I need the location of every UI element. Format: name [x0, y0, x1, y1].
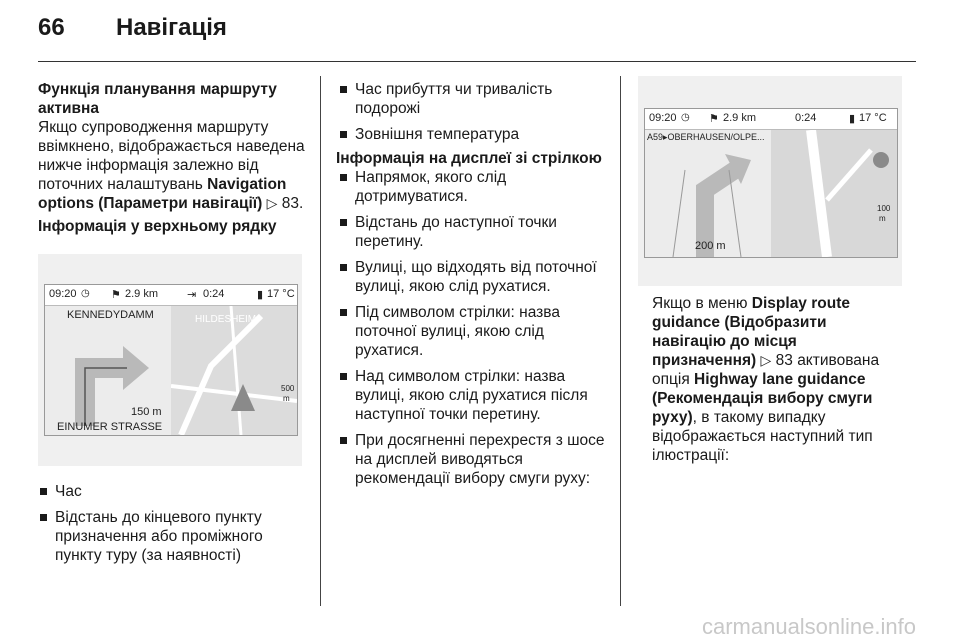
- page-header: [0, 0, 960, 62]
- turn-distance-label: 150 m: [131, 406, 162, 418]
- list-item: Зовнішня температура: [338, 125, 612, 144]
- clock-icon: ◷: [81, 288, 90, 299]
- left-bullets: [38, 482, 308, 572]
- left-screenshot-frame: [38, 254, 302, 466]
- section-heading-top-row: Інформація у верхньому рядку: [38, 218, 277, 235]
- destination-flag-icon: ⚑: [111, 289, 121, 301]
- right-navigation-screen: [644, 108, 898, 258]
- navigation-options-link[interactable]: Navigation options (Параметри навігації): [38, 176, 287, 212]
- top-info-row: [45, 285, 297, 306]
- right-screenshot-frame: [638, 76, 902, 286]
- list-item: Час прибуття чи тривалість подорожі: [338, 80, 612, 118]
- thermometer-icon: ▮: [257, 289, 264, 301]
- arrival-arrow-icon: ⇥: [187, 289, 197, 301]
- header-divider: [38, 61, 916, 62]
- intro-text: Якщо супроводження маршруту ввімкнено, відображається наведена нижче інформація залежно від поточних налаштувань: [38, 119, 305, 193]
- paragraph-text: Якщо в меню: [652, 295, 748, 312]
- scale-unit: m: [283, 394, 290, 403]
- column-divider-2: [620, 76, 621, 606]
- scale-value: 500: [281, 384, 295, 393]
- temperature-display: 17 °C: [859, 112, 887, 124]
- list-item: Відстань до наступної точки перетину.: [338, 213, 612, 251]
- list-item: Відстань до кінцевого пункту призначення або проміжного пункту туру (за наявності): [38, 508, 308, 565]
- page-number: 66: [38, 14, 65, 41]
- arrival-display: 0:24: [795, 112, 817, 124]
- display-route-guidance-link[interactable]: Display route guidance (Відобразити навігацію до місця призначення): [652, 295, 850, 369]
- city-label: HILDESHEIM: [195, 314, 257, 325]
- intro-paragraph: [38, 118, 308, 213]
- left-navigation-screen: [44, 284, 298, 436]
- page-ref-icon: ▷: [266, 195, 278, 211]
- highway-lane-guidance-link[interactable]: Highway lane guidance (Рекомендація вибору смуги руху): [652, 371, 873, 426]
- lane-guidance-paragraph: [652, 294, 902, 465]
- list-item: Над символом стрілки: назва вулиці, якою слід рухатися після наступної точки перетину.: [338, 367, 612, 424]
- section-heading-route-active: Функція планування маршруту активна: [38, 81, 277, 117]
- arrival-display: 0:24: [203, 288, 225, 300]
- temperature-display: 17 °C: [267, 288, 295, 300]
- left-column-text: [38, 80, 308, 236]
- city-map: [171, 306, 297, 435]
- current-street-label: EINUMER STRASSE: [57, 421, 163, 433]
- page-ref[interactable]: 83: [775, 352, 793, 369]
- clock-icon: ◷: [681, 112, 690, 123]
- list-item: При досягненні перехрестя з шосе на дисплей виводяться рекомендації вибору смуги руху:: [338, 431, 612, 488]
- route-label: A59▸OBERHAUSEN/OLPE...: [647, 132, 765, 142]
- column-divider-1: [320, 76, 321, 606]
- scale-unit: m: [879, 214, 886, 223]
- map-panel: [171, 306, 297, 435]
- page-title: Навігація: [116, 14, 227, 41]
- turn-distance-label: 200 m: [695, 240, 726, 252]
- arrow-panel: [45, 306, 171, 435]
- next-street-label: KENNEDYDAMM: [67, 309, 154, 321]
- lane-arrow-panel: [645, 130, 771, 257]
- distance-display: 2.9 km: [125, 288, 159, 300]
- intro-page-ref[interactable]: 83.: [281, 195, 304, 212]
- thermometer-icon: ▮: [849, 113, 856, 125]
- paragraph-text: , в такому випадку відображається наступний тип ілюстрації:: [652, 409, 873, 464]
- list-item: Під символом стрілки: назва поточної вулиці, якою слід рухатися.: [338, 303, 612, 360]
- section-heading-arrow-display: Інформація на дисплеї зі стрілкою: [336, 150, 602, 167]
- time-display: 09:20: [649, 112, 677, 124]
- lane-guidance-arrow-icon: [645, 130, 771, 257]
- middle-column-text: [338, 80, 612, 495]
- list-item: Час: [38, 482, 308, 501]
- top-info-row: [645, 109, 897, 130]
- paragraph-text: активована опція: [652, 352, 880, 388]
- distance-display: 2.9 km: [723, 112, 757, 124]
- list-item: Вулиці, що відходять від поточної вулиці, якою слід рухатися.: [338, 258, 612, 296]
- time-display: 09:20: [49, 288, 77, 300]
- destination-flag-icon: ⚑: [709, 113, 719, 125]
- list-item: Напрямок, якого слід дотримуватися.: [338, 168, 612, 206]
- right-column-text: [652, 294, 902, 465]
- scale-value: 100: [877, 204, 891, 213]
- watermark: carmanualsonline.info: [701, 614, 916, 639]
- page-ref-icon: ▷: [760, 352, 772, 368]
- highway-map: [771, 130, 897, 257]
- highway-map-panel: [771, 130, 897, 257]
